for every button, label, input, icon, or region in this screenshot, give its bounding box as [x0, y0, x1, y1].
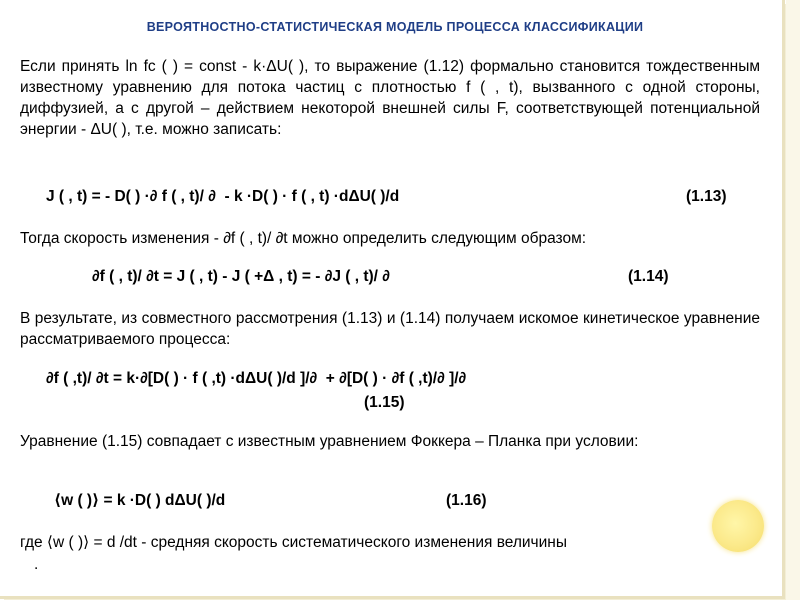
equation-number-2: (1.14) — [628, 268, 669, 285]
equation-1113: J ( , t) = - D( ) ·∂ f ( , t)/ ∂ - k ·D( ) · f ( , t) ·dΔU( )/d — [46, 188, 400, 205]
equation-number-3: (1.15) — [364, 394, 405, 411]
equation-1116: ⟨w ( )⟩ = k ·D( ) dΔU( )/d — [54, 492, 226, 509]
paragraph-5-end: . — [34, 556, 39, 573]
equation-number-1: (1.13) — [686, 188, 727, 205]
equation-number-4: (1.16) — [446, 492, 487, 509]
paragraph-5: где ⟨w ( )⟩ = d /dt - средняя скорость систематического изменения величины — [20, 534, 567, 551]
slide-title: ВЕРОЯТНОСТНО-СТАТИСТИЧЕСКАЯ МОДЕЛЬ ПРОЦЕССА КЛАССИФИКАЦИИ — [146, 20, 644, 34]
equation-1115: ∂f ( ,t)/ ∂t = k·∂[D( ) · f ( ,t) ·dΔU( )/d ]/∂ + ∂[D( ) · ∂f ( ,t)/∂ ]/∂ — [46, 370, 467, 387]
paragraph-3: В результате, из совместного рассмотрения (1.13) и (1.14) получаем искомое кинетическое уравнение рассматриваемого процесса: — [20, 310, 760, 348]
slide-margin-strip — [786, 0, 800, 600]
paragraph-2: Тогда скорость изменения - ∂f ( , t)/ ∂t можно определить следующим образом: — [20, 230, 587, 247]
equation-1114: ∂f ( , t)/ ∂t = J ( , t) - J ( +Δ , t) = - ∂J ( , t)/ ∂ — [92, 268, 390, 285]
paragraph-1: Если принять ln fc ( ) = const - k·ΔU( ), то выражение (1.12) формально становится тождественным известному уравнению для потока частиц с плотностью f ( , t), вызванного с одной стороны, диффузией, а с другой – действием некоторой внешней силы F, соответствующей потенциальной энергии - ΔU( ), т.е. можно записать: — [20, 58, 760, 138]
paragraph-4: Уравнение (1.15) совпадает с известным уравнением Фоккера – Планка при условии: — [20, 433, 639, 450]
